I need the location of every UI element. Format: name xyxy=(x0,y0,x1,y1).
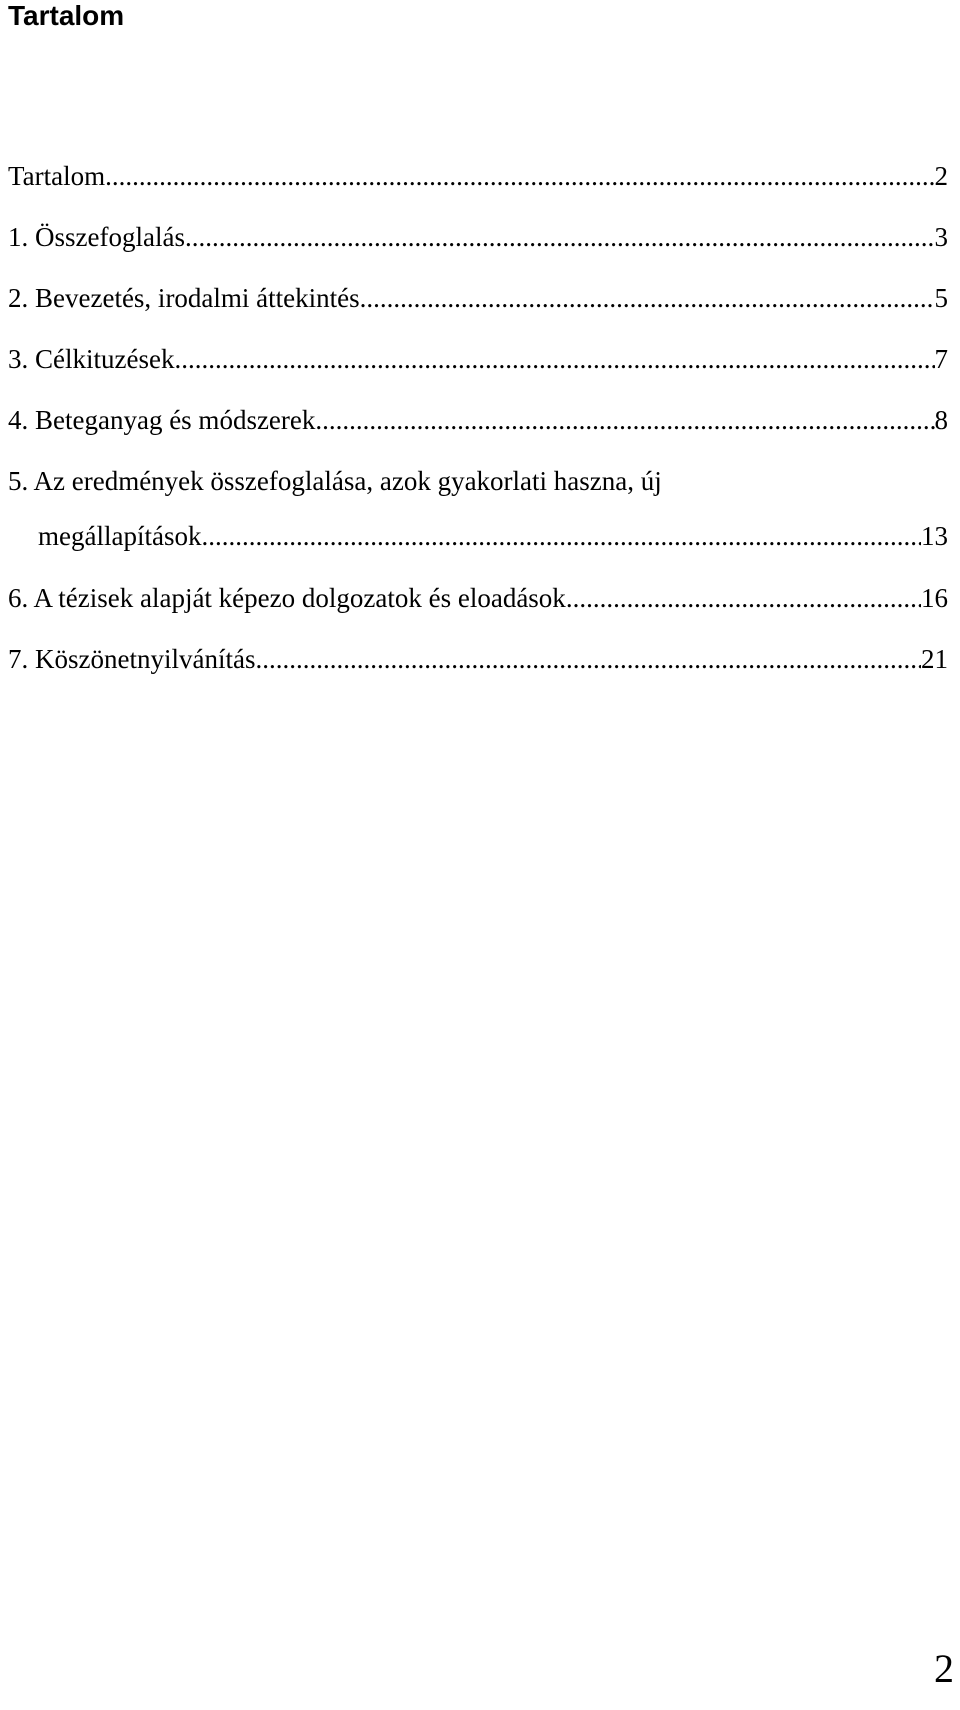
toc-entry[interactable] xyxy=(8,643,948,704)
table-of-contents xyxy=(8,160,948,704)
toc-entry[interactable] xyxy=(8,221,948,282)
toc-entry-page: 2 xyxy=(934,161,948,191)
toc-entry-title: Tartalom xyxy=(8,161,106,191)
toc-entry-page: 21 xyxy=(921,644,948,674)
page-heading: Tartalom xyxy=(8,0,125,31)
toc-entry[interactable] xyxy=(8,404,948,465)
toc-entry[interactable] xyxy=(8,465,948,582)
toc-entry-title: 7. Köszönetnyilvánítás xyxy=(8,644,256,674)
toc-entry[interactable] xyxy=(8,343,948,404)
toc-entry-page: 16 xyxy=(921,583,948,613)
toc-entry[interactable] xyxy=(8,160,948,221)
toc-dot-leader xyxy=(315,404,934,436)
toc-entry-title: 1. Összefoglalás xyxy=(8,222,185,252)
toc-dot-leader xyxy=(185,221,935,253)
toc-entry-title: 2. Bevezetés, irodalmi áttekintés xyxy=(8,283,360,313)
page-number: 2 xyxy=(934,1646,954,1691)
toc-entry-page: 7 xyxy=(934,344,948,374)
toc-entry-title: 4. Beteganyag és módszerek xyxy=(8,405,316,435)
toc-entry-title-continuation: megállapítások. xyxy=(38,521,209,551)
toc-dot-leader xyxy=(105,160,934,192)
toc-dot-leader xyxy=(174,343,934,375)
toc-entry-title: 5. Az eredmények összefoglalása, azok gyakorlati haszna, új xyxy=(8,466,662,496)
toc-dot-leader xyxy=(208,520,921,552)
toc-dot-leader xyxy=(255,643,921,675)
toc-entry-page: 13 xyxy=(921,521,948,551)
toc-dot-leader xyxy=(566,582,921,614)
toc-entry-title: 3. Célkituzések xyxy=(8,344,175,374)
toc-entry-page: 5 xyxy=(934,283,948,313)
toc-dot-leader xyxy=(360,282,935,314)
toc-entry-page: 3 xyxy=(934,222,948,252)
toc-entry-page: 8 xyxy=(934,405,948,435)
toc-entry[interactable] xyxy=(8,282,948,343)
toc-entry-title: 6. A tézisek alapját képezo dolgozatok és eloadások xyxy=(8,583,566,613)
toc-entry[interactable] xyxy=(8,582,948,643)
